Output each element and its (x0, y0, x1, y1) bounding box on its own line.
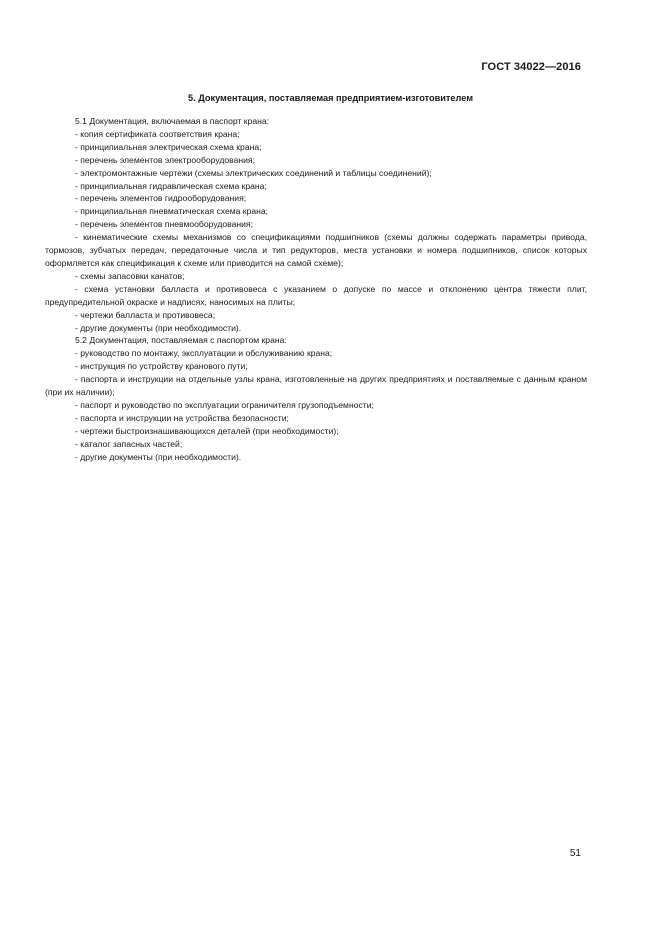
list-item: - перечень элементов пневмооборудования; (75, 219, 253, 230)
list-item: - принципиальная пневматическая схема крана; (75, 206, 269, 217)
list-item: - паспорт и руководство по эксплуатации ограничителя грузоподъемности; (75, 399, 374, 410)
list-item: - другие документы (при необходимости). (75, 322, 242, 333)
list-item: - схема установки балласта и противовеса с указанием о допуске по массе и отклонению центра тяжести плит, предупредительной окраске и надписях, наносимых на плиты; (45, 283, 587, 307)
list-item: - каталог запасных частей; (75, 438, 183, 449)
list-item: - копия сертификата соответствия крана; (75, 128, 240, 139)
list-item: - чертежи балласта и противовеса; (75, 309, 216, 320)
list-item: - принципиальная гидравлическая схема крана; (75, 180, 267, 191)
list-item: - перечень элементов гидрооборудования; (75, 193, 247, 204)
document-standard-number: ГОСТ 34022—2016 (481, 61, 581, 73)
list-item: - паспорта и инструкции на отдельные узлы крана, изготовленные на других предприятиях и поставляемые с данным краном (при их наличии); (45, 374, 587, 398)
clause-5-1-heading: 5.1 Документация, включаемая в паспорт крана: (75, 116, 270, 126)
list-item: - электромонтажные чертежи (схемы электрических соединений и таблицы соединений); (75, 167, 432, 178)
list-item: - кинематические схемы механизмов со спецификациями подшипников (схемы должны содержать параметры привода, тормозов, зубчатых передач, передаточные числа и тип редукторов, места установки и номера подшипников, список которых оформляется как спецификация к схеме или приводится на самой схеме); (45, 232, 587, 268)
list-item: - другие документы (при необходимости). (75, 451, 242, 462)
list-item: - перечень элементов электрооборудования; (75, 154, 255, 165)
list-item: - паспорта и инструкции на устройства безопасности; (75, 412, 289, 423)
clause-5-2-heading: 5.2 Документация, поставляемая с паспортом крана: (75, 335, 287, 346)
list-item: - принципиальная электрическая схема крана; (75, 141, 262, 152)
list-item: - чертежи быстроизнашивающихся деталей (при необходимости); (75, 425, 339, 436)
document-body (45, 115, 587, 463)
list-item: - схемы запасовки канатов; (75, 270, 185, 281)
list-item: - руководство по монтажу, эксплуатации и обслуживанию крана; (75, 348, 333, 359)
list-item: - инструкция по устройству кранового пути; (75, 361, 248, 372)
page-number: 51 (569, 848, 581, 859)
section-title: 5. Документация, поставляемая предприятием-изготовителем (187, 93, 474, 103)
